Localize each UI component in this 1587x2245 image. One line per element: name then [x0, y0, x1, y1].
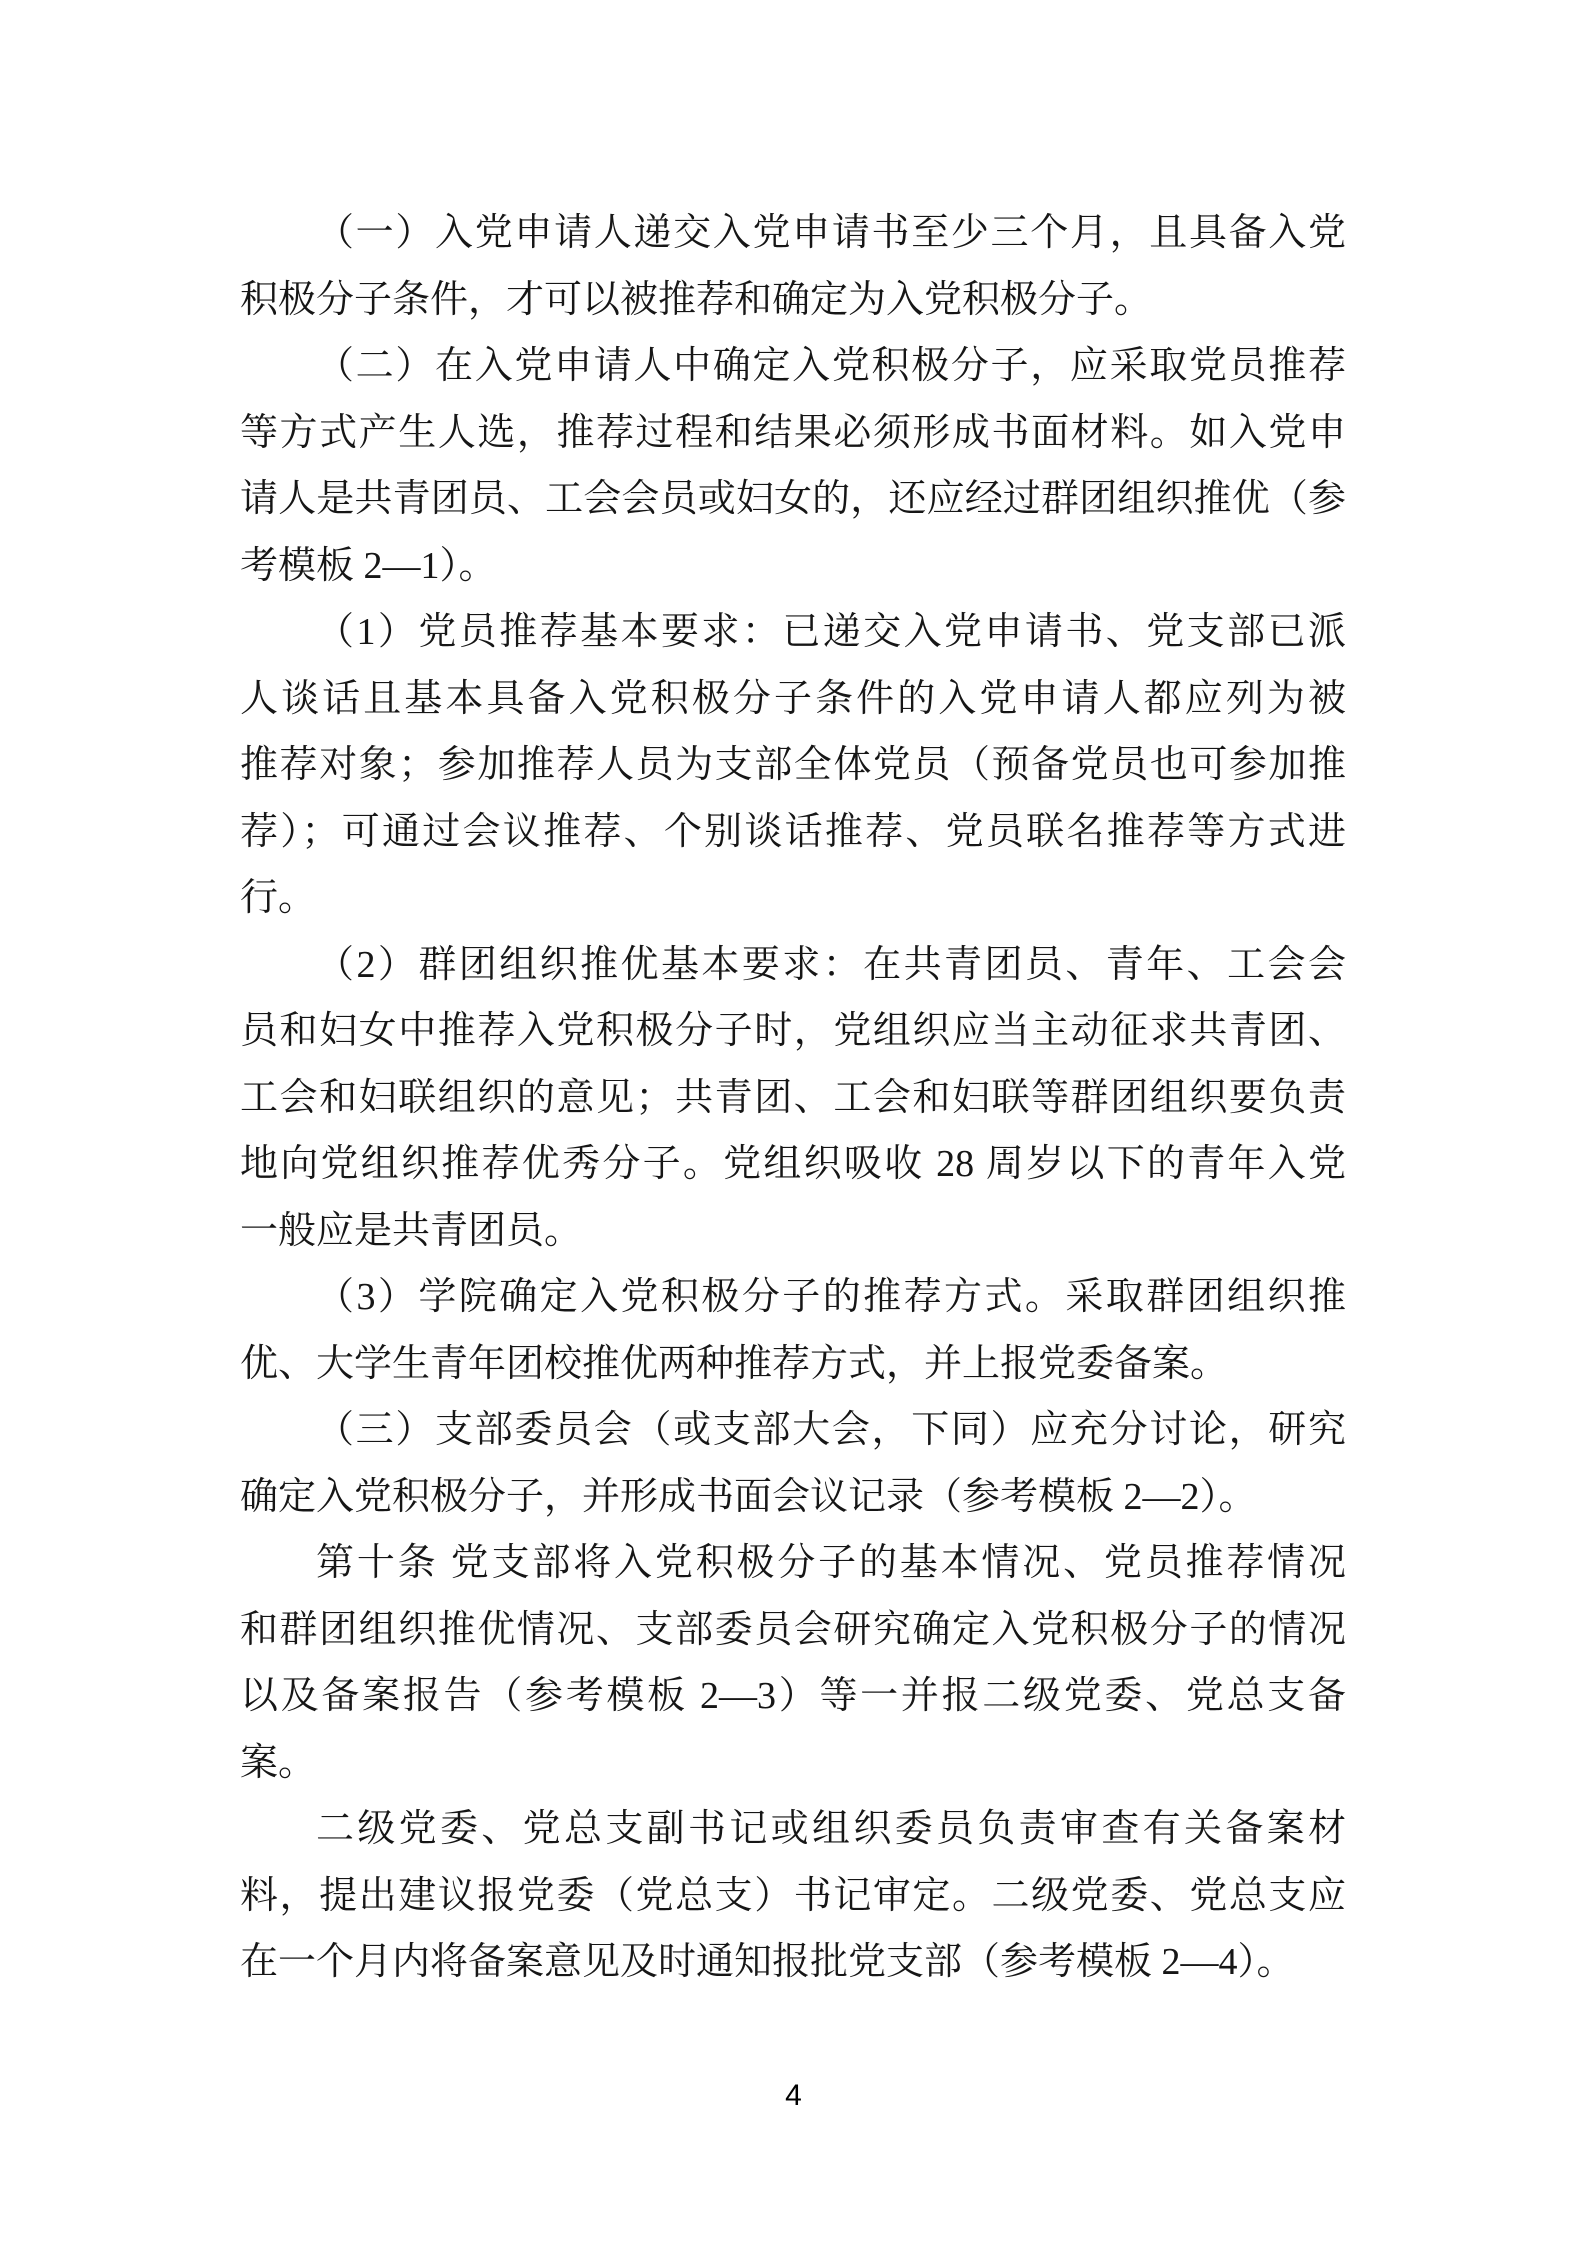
text-line: 等方式产生人选，推荐过程和结果必须形成书面材料。如入党申 [240, 411, 1346, 454]
text-line: 确定入党积极分子，并形成书面会议记录（参考模板 2—2）。 [240, 1475, 1257, 1518]
text-line: 荐）；可通过会议推荐、个别谈话推荐、党员联名推荐等方式进 [240, 810, 1346, 853]
text-line: 以及备案报告（参考模板 2—3）等一并报二级党委、党总支备 [240, 1675, 1346, 1717]
text-line: 人谈话且基本具备入党积极分子条件的入党申请人都应列为被 [240, 677, 1346, 720]
text-line: 地向党组织推荐优秀分子。党组织吸收 28 周岁以下的青年入党 [240, 1143, 1346, 1185]
text-line: 工会和妇联组织的意见；共青团、工会和妇联等群团组织要负责 [240, 1076, 1346, 1119]
text-line: 二级党委、党总支副书记或组织委员负责审查有关备案材 [316, 1808, 1346, 1850]
text-line: 一般应是共青团员。 [240, 1209, 583, 1252]
page-number: 4 [785, 2079, 802, 2112]
text-line: （3）学院确定入党积极分子的推荐方式。采取群团组织推 [316, 1276, 1346, 1318]
text-line: （一）入党申请人递交入党申请书至少三个月，且具备入党 [316, 212, 1346, 254]
document-body [240, 200, 1346, 1996]
text-line: 优、大学生青年团校推优两种推荐方式，并上报党委备案。 [240, 1342, 1229, 1385]
text-line: 请人是共青团员、工会会员或妇女的，还应经过群团组织推优（参 [240, 478, 1346, 520]
text-line: 考模板 2—1）。 [240, 544, 497, 587]
text-line: 案。 [240, 1741, 317, 1784]
text-line: 和群团组织推优情况、支部委员会研究确定入党积极分子的情况 [240, 1608, 1346, 1651]
text-line: 积极分子条件，才可以被推荐和确定为入党积极分子。 [240, 278, 1153, 321]
text-line: 推荐对象；参加推荐人员为支部全体党员（预备党员也可参加推 [240, 744, 1346, 786]
text-line: 料，提出建议报党委（党总支）书记审定。二级党委、党总支应 [240, 1874, 1346, 1917]
text-line: （1）党员推荐基本要求：已递交入党申请书、党支部已派 [316, 611, 1346, 653]
text-line: （2）群团组织推优基本要求：在共青团员、青年、工会会 [316, 943, 1346, 986]
text-line: （二）在入党申请人中确定入党积极分子，应采取党员推荐 [316, 345, 1346, 387]
text-line: 行。 [240, 877, 317, 919]
text-line: 在一个月内将备案意见及时通知报批党支部（参考模板 2—4）。 [240, 1941, 1295, 1983]
text-line: 第十条 党支部将入党积极分子的基本情况、党员推荐情况 [316, 1542, 1346, 1584]
text-line: 员和妇女中推荐入党积极分子时，党组织应当主动征求共青团、 [240, 1010, 1346, 1052]
text-line: （三）支部委员会（或支部大会，下同）应充分讨论，研究 [316, 1409, 1346, 1451]
